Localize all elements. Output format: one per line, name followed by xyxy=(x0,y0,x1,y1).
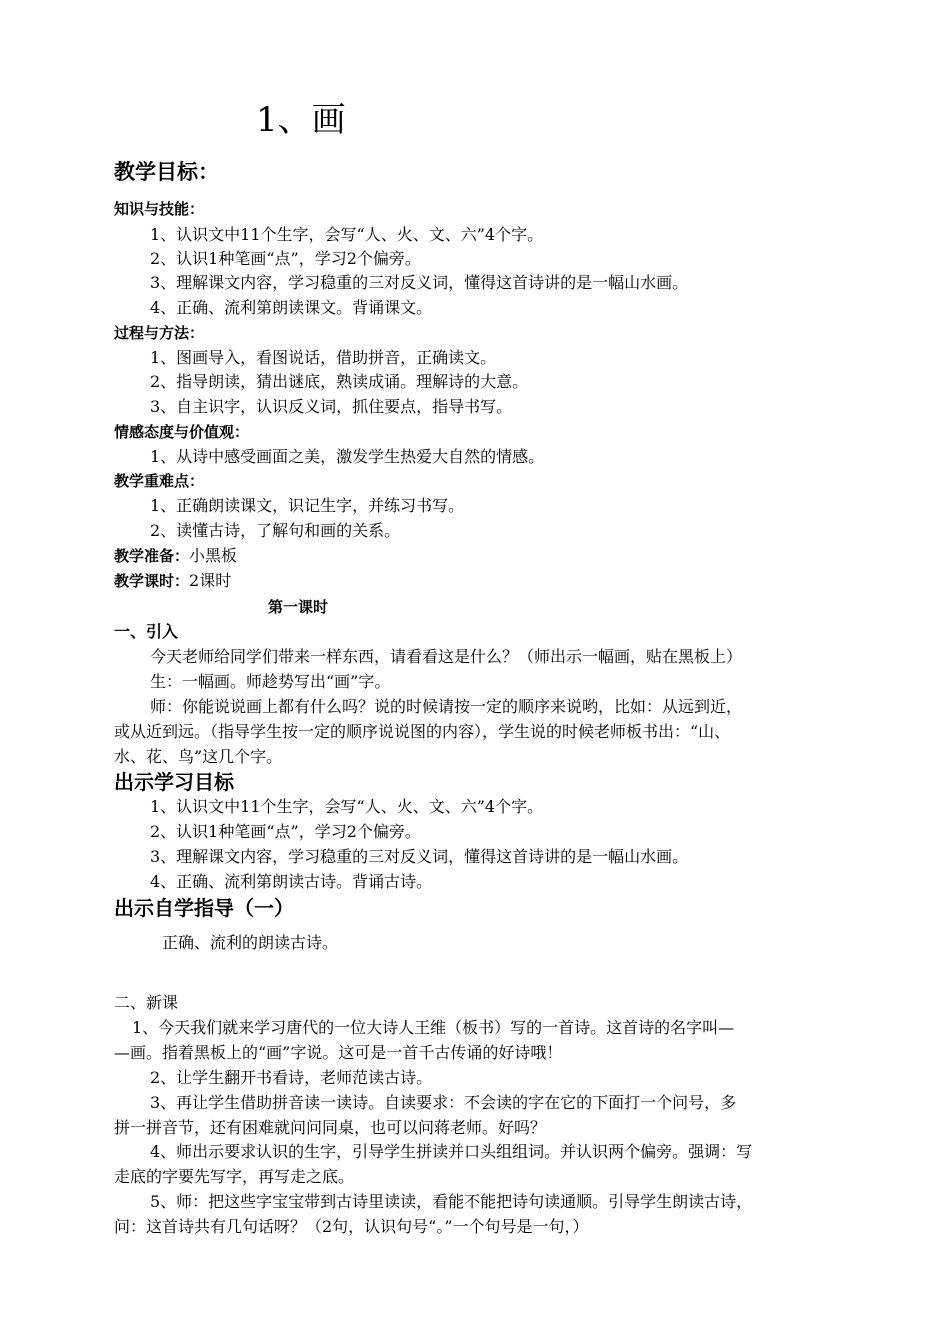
objectives-heading: 教学目标： xyxy=(114,160,219,184)
new-lesson-paragraph: 5、师：把这些字宝宝带到古诗里读读，看能不能把诗句读通顺。引导学生朗读古诗， xyxy=(150,1192,753,1211)
self-study-heading: 出示自学指导（一） xyxy=(114,896,294,920)
knowledge-item: 3、理解课文内容，学习稳重的三对反义词，懂得这首诗讲的是一幅山水画。 xyxy=(150,273,689,292)
key-point-item: 1、正确朗读课文，识记生字，并练习书写。 xyxy=(150,496,465,515)
periods-label: 教学课时： xyxy=(114,572,190,590)
new-lesson-paragraph: 2、让学生翻开书看诗，老师范读古诗。 xyxy=(150,1068,433,1087)
process-item: 1、图画导入，看图说话，借助拼音，正确读文。 xyxy=(150,348,497,367)
learning-goals-heading: 出示学习目标 xyxy=(114,770,234,794)
emotion-values-label: 情感态度与价值观： xyxy=(114,423,250,441)
new-lesson-paragraph: 拼一拼音节，还有困难就问问同桌，也可以问蒋老师。好吗？ xyxy=(114,1118,547,1137)
process-item: 3、自主识字，认识反义词，抓住要点，指导书写。 xyxy=(150,397,513,416)
preparation-label: 教学准备： xyxy=(114,547,190,565)
knowledge-item: 1、认识文中11个生字，会写“人、火、文、六”4个字。 xyxy=(150,225,544,244)
learning-goal-item: 2、认识1种笔画“点”，学习2个偏旁。 xyxy=(150,822,421,841)
new-lesson-paragraph: 4、师出示要求认识的生字，引导学生拼读并口头组组词。并认识两个偏旁。强调：写 xyxy=(150,1142,753,1161)
learning-goal-item: 3、理解课文内容，学习稳重的三对反义词，懂得这首诗讲的是一幅山水画。 xyxy=(150,847,689,866)
knowledge-item: 4、正确、流利第朗读课文。背诵课文。 xyxy=(150,298,433,317)
periods-line xyxy=(114,570,231,592)
learning-goal-item: 1、认识文中11个生字，会写“人、火、文、六”4个字。 xyxy=(150,797,544,816)
new-lesson-paragraph: —画。指着黑板上的“画”字说。这可是一首千古传诵的好诗哦！ xyxy=(114,1043,563,1062)
process-methods-label: 过程与方法： xyxy=(114,324,205,342)
periods-value: 2课时 xyxy=(189,571,232,590)
knowledge-item: 2、认识1种笔画“点”，学习2个偏旁。 xyxy=(150,249,421,268)
intro-paragraph: 师：你能说说画上都有什么吗？说的时候请按一定的顺序来说哟，比如：从远到近， xyxy=(150,697,743,716)
key-points-label: 教学重难点： xyxy=(114,472,205,490)
first-period-heading: 第一课时 xyxy=(268,598,329,616)
key-point-item: 2、读懂古诗，了解句和画的关系。 xyxy=(150,521,401,540)
document-title: 1、画 xyxy=(256,100,346,140)
new-lesson-paragraph: 1、今天我们就来学习唐代的一位大诗人王维（板书）写的一首诗。这首诗的名字叫— xyxy=(132,1018,735,1037)
new-lesson-paragraph: 问：这首诗共有几句话呀？（2句，认识句号“。”一个句号是一句，） xyxy=(114,1217,589,1236)
intro-paragraph: 生：一幅画。师趁势写出“画”字。 xyxy=(150,672,391,691)
preparation-line xyxy=(114,545,237,567)
new-lesson-heading: 二、新课 xyxy=(114,993,179,1012)
intro-heading: 一、引入 xyxy=(114,622,179,641)
new-lesson-paragraph: 3、再让学生借助拼音读一读诗。自读要求：不会读的字在它的下面打一个问号，多 xyxy=(150,1093,737,1112)
preparation-value: 小黑板 xyxy=(189,546,238,565)
self-study-text: 正确、流利的朗读古诗。 xyxy=(162,933,339,952)
intro-paragraph: 水、花、鸟”这几个字。 xyxy=(114,747,283,766)
emotion-item: 1、从诗中感受画面之美，激发学生热爱大自然的情感。 xyxy=(150,447,545,466)
new-lesson-paragraph: 走底的字要先写字，再写走之底。 xyxy=(114,1167,355,1186)
process-item: 2、指导朗读，猜出谜底，熟读成诵。理解诗的大意。 xyxy=(150,372,529,391)
intro-paragraph: 或从近到远。（指导学生按一定的顺序说说图的内容），学生说的时候老师板书出：“山、 xyxy=(114,722,731,741)
learning-goal-item: 4、正确、流利第朗读古诗。背诵古诗。 xyxy=(150,872,433,891)
knowledge-skills-label: 知识与技能： xyxy=(114,200,205,218)
intro-paragraph: 今天老师给同学们带来一样东西，请看看这是什么？（师出示一幅画，贴在黑板上） xyxy=(150,647,743,666)
